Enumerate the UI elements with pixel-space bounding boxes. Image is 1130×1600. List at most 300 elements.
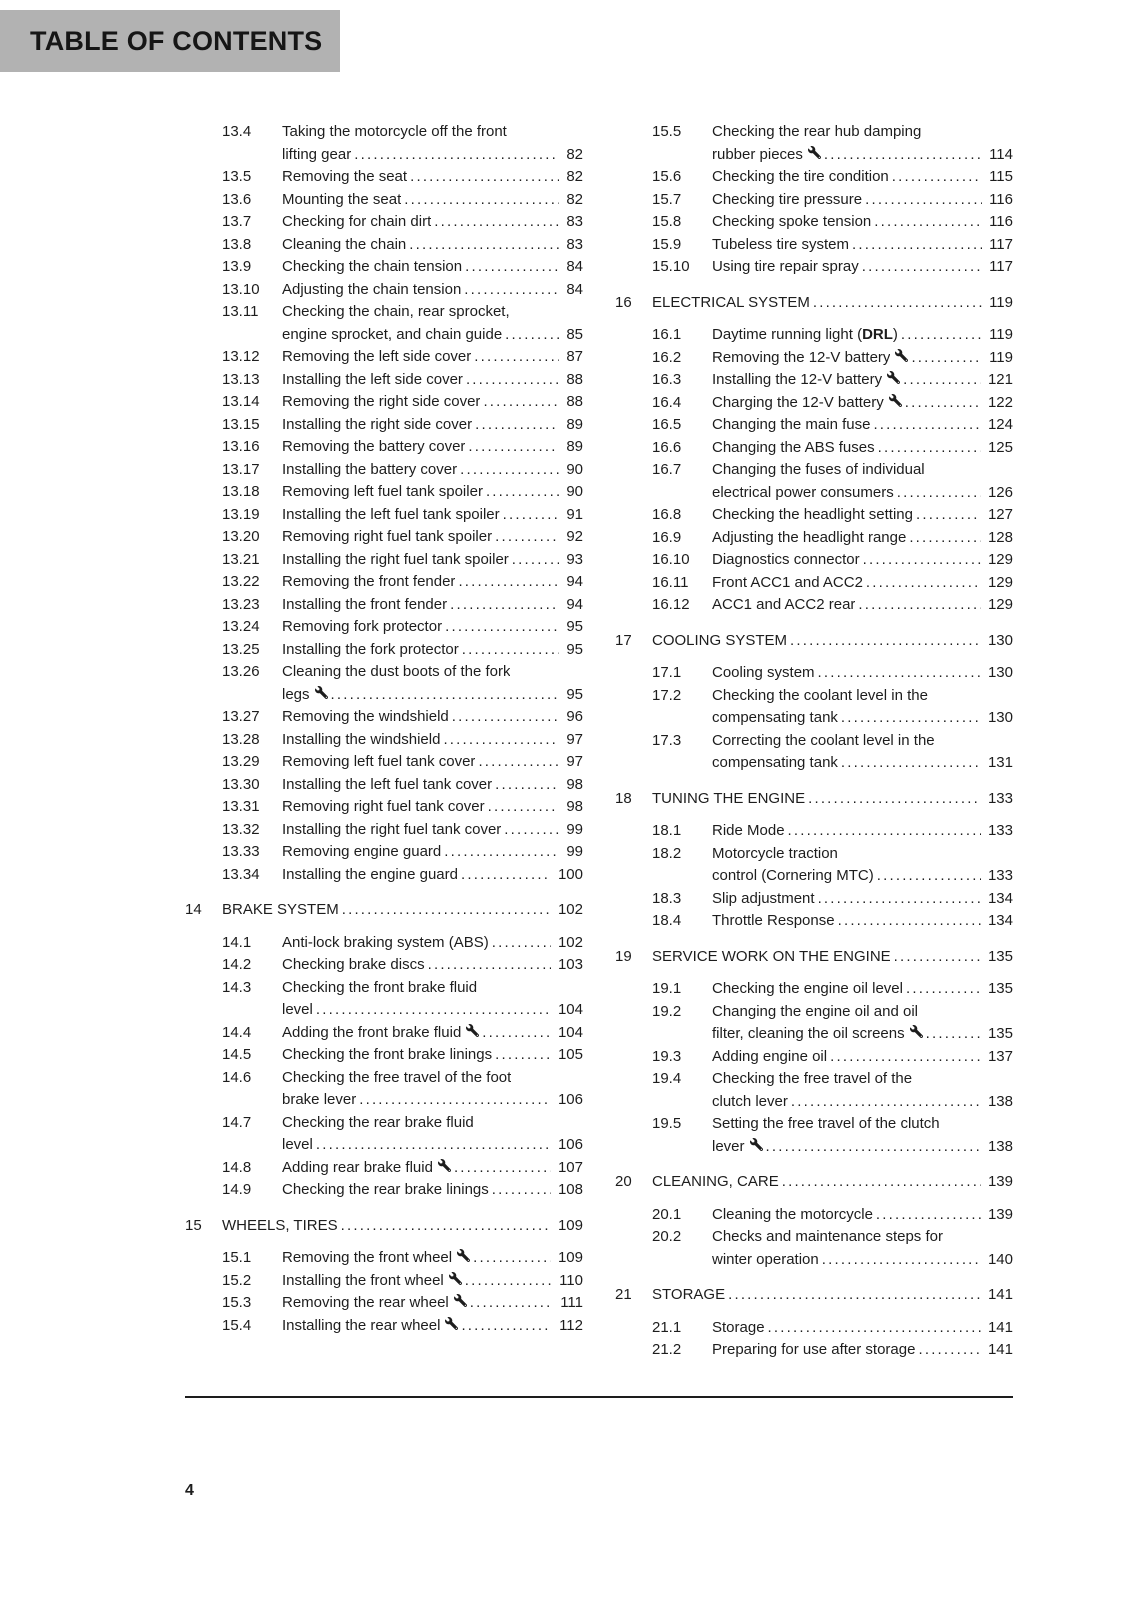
toc-entry-body <box>712 549 1013 572</box>
toc-entry <box>615 594 1013 617</box>
toc-entry-title: Checking the tire condition <box>712 168 889 185</box>
toc-entry-number: 21 <box>615 1286 632 1303</box>
toc-entry-line <box>282 234 583 257</box>
toc-entry-body <box>282 301 583 346</box>
dot-leader <box>470 1292 553 1315</box>
toc-entry-title: rubber pieces <box>712 145 803 163</box>
dot-leader <box>331 684 560 707</box>
toc-entry-title: Checking brake discs <box>282 956 425 973</box>
toc-entry <box>615 978 1013 1001</box>
toc-entry-page: 121 <box>987 371 1013 388</box>
toc-entry-title: Changing the engine oil and oil <box>712 1002 918 1020</box>
toc-entry <box>615 1339 1013 1362</box>
toc-entry-number: 15.2 <box>222 1271 252 1289</box>
toc-entry-body <box>282 706 583 729</box>
dot-leader <box>841 707 981 730</box>
toc-columns <box>185 121 1013 1362</box>
toc-entry <box>185 1247 583 1270</box>
toc-entry-line <box>712 572 1013 595</box>
toc-entry-body <box>282 1179 583 1202</box>
toc-entry-number: 14.7 <box>222 1113 252 1131</box>
toc-entry <box>185 796 583 819</box>
dot-leader <box>782 1171 981 1194</box>
toc-entry-line <box>282 144 583 167</box>
toc-entry-body <box>712 256 1013 279</box>
toc-entry-body <box>282 661 583 706</box>
toc-entry-line <box>712 865 1013 888</box>
toc-entry-number: 13.25 <box>222 640 260 658</box>
toc-entry-title: Mounting the seat <box>282 190 402 208</box>
toc-entry-body <box>712 888 1013 911</box>
toc-entry-body <box>282 1067 583 1112</box>
toc-entry-line <box>712 707 1013 730</box>
dot-leader <box>461 1315 552 1338</box>
toc-entry <box>185 526 583 549</box>
toc-entry-line <box>282 256 583 279</box>
toc-entry-title: Checking the rear brake fluid <box>282 1113 474 1131</box>
toc-entry-page: 109 <box>557 1216 583 1234</box>
dot-leader <box>830 1046 981 1069</box>
toc-entry-number: 16.3 <box>652 371 682 388</box>
toc-entry-number: 13.21 <box>222 550 260 568</box>
toc-entry <box>615 820 1013 843</box>
dot-leader <box>790 630 981 653</box>
toc-entry-number: 16.8 <box>652 506 682 523</box>
toc-entry-page: 87 <box>566 348 583 365</box>
toc-entry-line <box>712 392 1013 415</box>
toc-entry-title: Charging the 12-V battery <box>712 393 884 411</box>
toc-entry-page: 94 <box>566 573 583 590</box>
toc-entry-line <box>282 1067 583 1090</box>
toc-entry-title: BRAKE SYSTEM <box>222 901 339 918</box>
toc-entry-body <box>282 346 583 369</box>
toc-entry <box>185 549 583 572</box>
toc-entry-line <box>712 144 1013 167</box>
toc-entry-body <box>282 729 583 752</box>
toc-entry <box>185 504 583 527</box>
toc-entry-title: lifting gear <box>282 145 352 163</box>
toc-entry-line <box>712 482 1013 505</box>
toc-entry-number: 13.4 <box>222 123 252 140</box>
footer-rule <box>185 1396 1013 1398</box>
toc-chapter-entry <box>185 1215 583 1238</box>
toc-entry <box>185 1067 583 1112</box>
toc-entry-page: 140 <box>987 1250 1013 1268</box>
toc-entry-body <box>282 977 583 1022</box>
toc-entry-line <box>282 954 583 977</box>
toc-entry-title: Ride Mode <box>712 822 785 839</box>
toc-entry-page: 89 <box>566 415 583 433</box>
toc-entry-line <box>282 1315 583 1338</box>
toc-entry-line <box>282 526 583 549</box>
dot-leader <box>474 346 559 369</box>
dot-leader <box>486 481 559 504</box>
toc-entry-title: Installing the windshield <box>282 730 441 748</box>
dot-leader <box>876 1204 981 1227</box>
toc-entry-body <box>712 662 1013 685</box>
toc-entry <box>615 347 1013 370</box>
toc-entry-number: 20 <box>615 1173 632 1190</box>
toc-entry <box>615 1001 1013 1046</box>
toc-entry-title: Installing the battery cover <box>282 460 458 478</box>
toc-entry-title: Removing right fuel tank cover <box>282 798 485 815</box>
toc-entry-title: Installing the fork protector <box>282 640 459 658</box>
toc-entry-number: 16.10 <box>652 551 690 568</box>
toc-entry-line <box>712 1001 1013 1024</box>
toc-entry <box>615 256 1013 279</box>
toc-entry-page: 119 <box>989 348 1013 366</box>
dot-leader <box>901 324 982 347</box>
toc-entry-page: 130 <box>987 631 1013 649</box>
toc-entry <box>185 1112 583 1157</box>
toc-entry-title: Removing the right side cover <box>282 393 481 410</box>
toc-entry-body <box>282 594 583 617</box>
toc-entry-line <box>282 864 583 887</box>
toc-chapter-entry <box>615 1171 1013 1194</box>
dot-leader <box>359 1089 551 1112</box>
dot-leader <box>504 819 559 842</box>
toc-entry-title: Changing the ABS fuses <box>712 438 875 456</box>
toc-entry-body <box>712 1113 1013 1158</box>
wrench-icon <box>438 1159 451 1172</box>
toc-entry-line <box>282 571 583 594</box>
toc-entry-body <box>652 292 1013 315</box>
toc-entry-number: 14.1 <box>222 933 252 951</box>
toc-entry-line <box>652 292 1013 315</box>
toc-entry-line <box>712 730 1013 753</box>
toc-entry-body <box>652 1284 1013 1307</box>
toc-entry-line <box>282 1157 583 1180</box>
toc-entry-number: 13.23 <box>222 595 260 613</box>
toc-entry-title: Diagnostics connector <box>712 551 860 568</box>
dot-leader <box>445 616 559 639</box>
dot-leader <box>495 1044 551 1067</box>
toc-entry-number: 14.6 <box>222 1068 252 1086</box>
toc-entry-line <box>282 324 583 347</box>
toc-entry-number: 18.3 <box>652 889 682 907</box>
toc-entry-body <box>282 1044 583 1067</box>
toc-entry-title: Using tire repair spray <box>712 258 859 275</box>
toc-entry-page: 129 <box>987 573 1013 591</box>
dot-leader <box>492 932 551 955</box>
toc-entry-body <box>282 391 583 414</box>
toc-entry-number: 14.2 <box>222 956 252 973</box>
toc-entry-body <box>282 639 583 662</box>
dot-leader <box>894 946 981 969</box>
toc-entry-title: Checking the chain tension <box>282 258 463 275</box>
toc-entry <box>185 571 583 594</box>
toc-entry-line <box>652 946 1013 969</box>
toc-entry-title: ELECTRICAL SYSTEM <box>652 293 810 311</box>
toc-entry-number: 19.3 <box>652 1047 682 1065</box>
toc-entry-number: 17.1 <box>652 664 682 681</box>
toc-entry-title: Cleaning the chain <box>282 235 407 253</box>
toc-entry-line <box>712 910 1013 933</box>
toc-entry-body <box>282 1112 583 1157</box>
toc-entry-body <box>282 256 583 279</box>
toc-entry-body <box>282 796 583 819</box>
toc-entry-number: 20.2 <box>652 1228 682 1245</box>
toc-entry-body <box>282 841 583 864</box>
toc-entry-page: 98 <box>566 775 583 793</box>
toc-entry-number: 20.1 <box>652 1205 682 1223</box>
toc-entry-number: 13.19 <box>222 505 260 523</box>
dot-leader <box>878 437 981 460</box>
toc-entry-line <box>712 347 1013 370</box>
toc-entry-title: Removing engine guard <box>282 843 442 860</box>
toc-entry <box>185 954 583 977</box>
toc-entry-number: 15.7 <box>652 190 682 208</box>
toc-entry-title: SERVICE WORK ON THE ENGINE <box>652 947 891 965</box>
toc-entry-title: control (Cornering MTC) <box>712 867 874 884</box>
toc-entry-page: 95 <box>566 618 583 635</box>
toc-entry-body <box>712 211 1013 234</box>
toc-entry-body <box>712 392 1013 415</box>
toc-entry-title: ACC1 and ACC2 rear <box>712 596 856 613</box>
toc-entry-title: Checking the rear brake linings <box>282 1181 489 1198</box>
toc-entry <box>185 706 583 729</box>
toc-entry-body <box>712 504 1013 527</box>
toc-entry-body <box>282 369 583 392</box>
toc-chapter-entry <box>615 946 1013 969</box>
dot-leader <box>911 347 982 370</box>
toc-entry-title: Removing the front fender <box>282 573 456 590</box>
toc-entry-line <box>712 843 1013 866</box>
toc-entry-body <box>282 414 583 437</box>
toc-entry-page: 93 <box>566 550 583 568</box>
dot-leader <box>818 888 981 911</box>
toc-entry-line <box>712 549 1013 572</box>
toc-entry-page: 129 <box>987 551 1013 568</box>
toc-entry-number: 13.22 <box>222 573 260 590</box>
toc-entry-page: 82 <box>566 168 583 185</box>
toc-entry-line <box>282 661 583 684</box>
toc-entry-title: Throttle Response <box>712 912 835 929</box>
toc-entry-title: Checking the chain, rear sprocket, <box>282 303 510 320</box>
dot-leader <box>873 414 981 437</box>
toc-entry-line <box>282 1292 583 1315</box>
toc-entry-title: Checking the front brake linings <box>282 1046 493 1063</box>
toc-entry-page: 114 <box>989 145 1013 163</box>
dot-leader <box>316 999 551 1022</box>
toc-entry <box>615 843 1013 888</box>
toc-entry-title: Installing the front wheel <box>282 1271 444 1289</box>
toc-entry-line <box>282 301 583 324</box>
toc-entry-page: 104 <box>557 1023 583 1041</box>
toc-entry-number: 15.10 <box>652 258 690 275</box>
toc-entry-title: filter, cleaning the oil screens <box>712 1025 905 1042</box>
toc-entry-line <box>282 684 583 707</box>
toc-entry-number: 16.7 <box>652 461 682 478</box>
toc-entry-title: Removing left fuel tank cover <box>282 753 476 770</box>
toc-entry-title: WHEELS, TIRES <box>222 1216 338 1234</box>
toc-entry-title: Storage <box>712 1318 765 1336</box>
toc-entry-number: 21.1 <box>652 1318 682 1336</box>
toc-entry <box>615 189 1013 212</box>
toc-entry-body <box>712 1068 1013 1113</box>
dot-leader <box>478 751 559 774</box>
toc-chapter-entry <box>615 292 1013 315</box>
dot-leader <box>874 211 982 234</box>
toc-entry-page: 95 <box>566 640 583 658</box>
toc-entry-line <box>282 819 583 842</box>
toc-entry-number: 13.33 <box>222 843 260 860</box>
toc-entry <box>615 730 1013 775</box>
dot-leader <box>728 1284 981 1307</box>
toc-entry-page: 97 <box>566 730 583 748</box>
dot-leader <box>788 820 981 843</box>
toc-entry-body <box>282 1315 583 1338</box>
toc-entry-title: Installing the engine guard <box>282 865 458 883</box>
dot-leader <box>892 166 982 189</box>
dot-leader <box>768 1317 981 1340</box>
toc-entry-page: 130 <box>987 709 1013 726</box>
toc-entry <box>615 1113 1013 1158</box>
toc-entry-number: 16.9 <box>652 528 682 546</box>
toc-entry-page: 108 <box>557 1181 583 1198</box>
toc-entry-number: 13.18 <box>222 483 260 500</box>
toc-entry <box>615 211 1013 234</box>
toc-entry-title: Removing the seat <box>282 168 408 185</box>
dot-leader <box>461 864 551 887</box>
toc-entry-title: Checking the rear hub damping <box>712 123 922 140</box>
toc-entry-body <box>712 234 1013 257</box>
dot-leader <box>409 234 559 257</box>
toc-entry-line <box>712 888 1013 911</box>
toc-entry-title: engine sprocket, and chain guide <box>282 325 503 343</box>
toc-entry-line <box>282 391 583 414</box>
wrench-icon <box>910 1025 923 1038</box>
toc-entry-page: 82 <box>566 190 583 208</box>
toc-entry <box>185 1044 583 1067</box>
toc-entry <box>615 504 1013 527</box>
toc-entry-line <box>282 639 583 662</box>
toc-entry-page: 134 <box>987 912 1013 929</box>
toc-entry-title: Adjusting the chain tension <box>282 280 462 298</box>
toc-entry-line <box>712 1091 1013 1114</box>
toc-entry-number: 15.1 <box>222 1249 252 1266</box>
toc-entry <box>185 459 583 482</box>
toc-entry-number: 19.4 <box>652 1070 682 1087</box>
toc-entry-title: Removing the left side cover <box>282 348 472 365</box>
wrench-icon <box>445 1317 458 1330</box>
dot-leader <box>926 1023 981 1046</box>
toc-entry-line <box>282 616 583 639</box>
dot-leader <box>450 594 559 617</box>
toc-entry-number: 14.5 <box>222 1046 252 1063</box>
toc-entry-number: 13.29 <box>222 753 260 770</box>
toc-entry-title: compensating tank <box>712 754 838 771</box>
toc-entry-page: 102 <box>557 901 583 918</box>
toc-entry <box>185 211 583 234</box>
toc-entry-number: 19.1 <box>652 980 682 997</box>
toc-entry-body <box>282 1157 583 1180</box>
toc-entry-body <box>712 1226 1013 1271</box>
toc-entry-title: Setting the free travel of the clutch <box>712 1115 940 1132</box>
toc-entry-number: 13.20 <box>222 528 260 545</box>
toc-entry <box>185 166 583 189</box>
dot-leader <box>505 324 559 347</box>
toc-entry-number: 13.10 <box>222 280 260 298</box>
toc-entry-title: Motorcycle traction <box>712 844 838 862</box>
toc-entry <box>615 369 1013 392</box>
toc-entry-number: 17.3 <box>652 731 682 749</box>
toc-entry-number: 13.34 <box>222 865 260 883</box>
toc-entry-line <box>282 932 583 955</box>
toc-entry-page: 115 <box>989 168 1013 185</box>
dot-leader <box>916 504 981 527</box>
dot-leader <box>877 865 981 888</box>
toc-entry-title: legs <box>282 685 310 703</box>
toc-entry-page: 133 <box>987 789 1013 807</box>
toc-entry-number: 17.2 <box>652 686 682 704</box>
toc-entry-page: 100 <box>557 865 583 883</box>
toc-entry-line <box>282 166 583 189</box>
toc-chapter-entry <box>615 788 1013 811</box>
toc-entry-body <box>222 899 583 922</box>
toc-entry-page: 117 <box>989 235 1013 253</box>
wrench-icon <box>454 1294 467 1307</box>
toc-entry-line <box>712 256 1013 279</box>
toc-entry-line <box>282 729 583 752</box>
footer-page-number: 4 <box>185 1482 194 1499</box>
toc-entry-body <box>712 685 1013 730</box>
toc-entry-page: 107 <box>557 1158 583 1176</box>
toc-entry-title: clutch lever <box>712 1092 788 1110</box>
toc-entry-line <box>712 324 1013 347</box>
toc-entry-line <box>282 436 583 459</box>
toc-entry <box>615 910 1013 933</box>
toc-entry-line <box>712 1226 1013 1249</box>
toc-entry <box>615 324 1013 347</box>
toc-entry-page: 95 <box>566 685 583 703</box>
toc-entry-page: 137 <box>987 1047 1013 1065</box>
dot-leader <box>822 1249 981 1272</box>
dot-leader <box>897 482 981 505</box>
toc-entry-title: lever <box>712 1137 745 1155</box>
toc-entry-page: 85 <box>566 325 583 343</box>
dot-leader <box>404 189 559 212</box>
dot-leader <box>454 1157 551 1180</box>
toc-entry-title: Installing the right fuel tank spoiler <box>282 550 509 568</box>
toc-entry-line <box>712 234 1013 257</box>
dot-leader <box>434 211 559 234</box>
toc-entry-line <box>712 594 1013 617</box>
dot-leader <box>460 459 559 482</box>
toc-entry-number: 18.1 <box>652 822 682 839</box>
toc-entry-page: 133 <box>987 822 1013 839</box>
toc-entry-line <box>712 1317 1013 1340</box>
toc-entry-line <box>282 1247 583 1270</box>
toc-entry-page: 119 <box>989 293 1013 311</box>
toc-entry-body <box>282 571 583 594</box>
toc-entry <box>185 932 583 955</box>
dot-leader <box>838 910 981 933</box>
toc-entry-number: 15 <box>185 1216 202 1234</box>
toc-entry <box>185 616 583 639</box>
toc-entry-title: Checking the free travel of the foot <box>282 1068 512 1086</box>
dot-leader <box>858 594 981 617</box>
toc-entry-number: 16.4 <box>652 393 682 411</box>
toc-entry <box>615 414 1013 437</box>
toc-entry-page: 124 <box>987 416 1013 433</box>
toc-chapter-entry <box>615 630 1013 653</box>
toc-entry-line <box>282 774 583 797</box>
toc-entry-page: 128 <box>987 528 1013 546</box>
toc-entry-title: Installing the right fuel tank cover <box>282 820 502 838</box>
toc-entry-title: STORAGE <box>652 1286 726 1303</box>
dot-leader <box>444 841 559 864</box>
